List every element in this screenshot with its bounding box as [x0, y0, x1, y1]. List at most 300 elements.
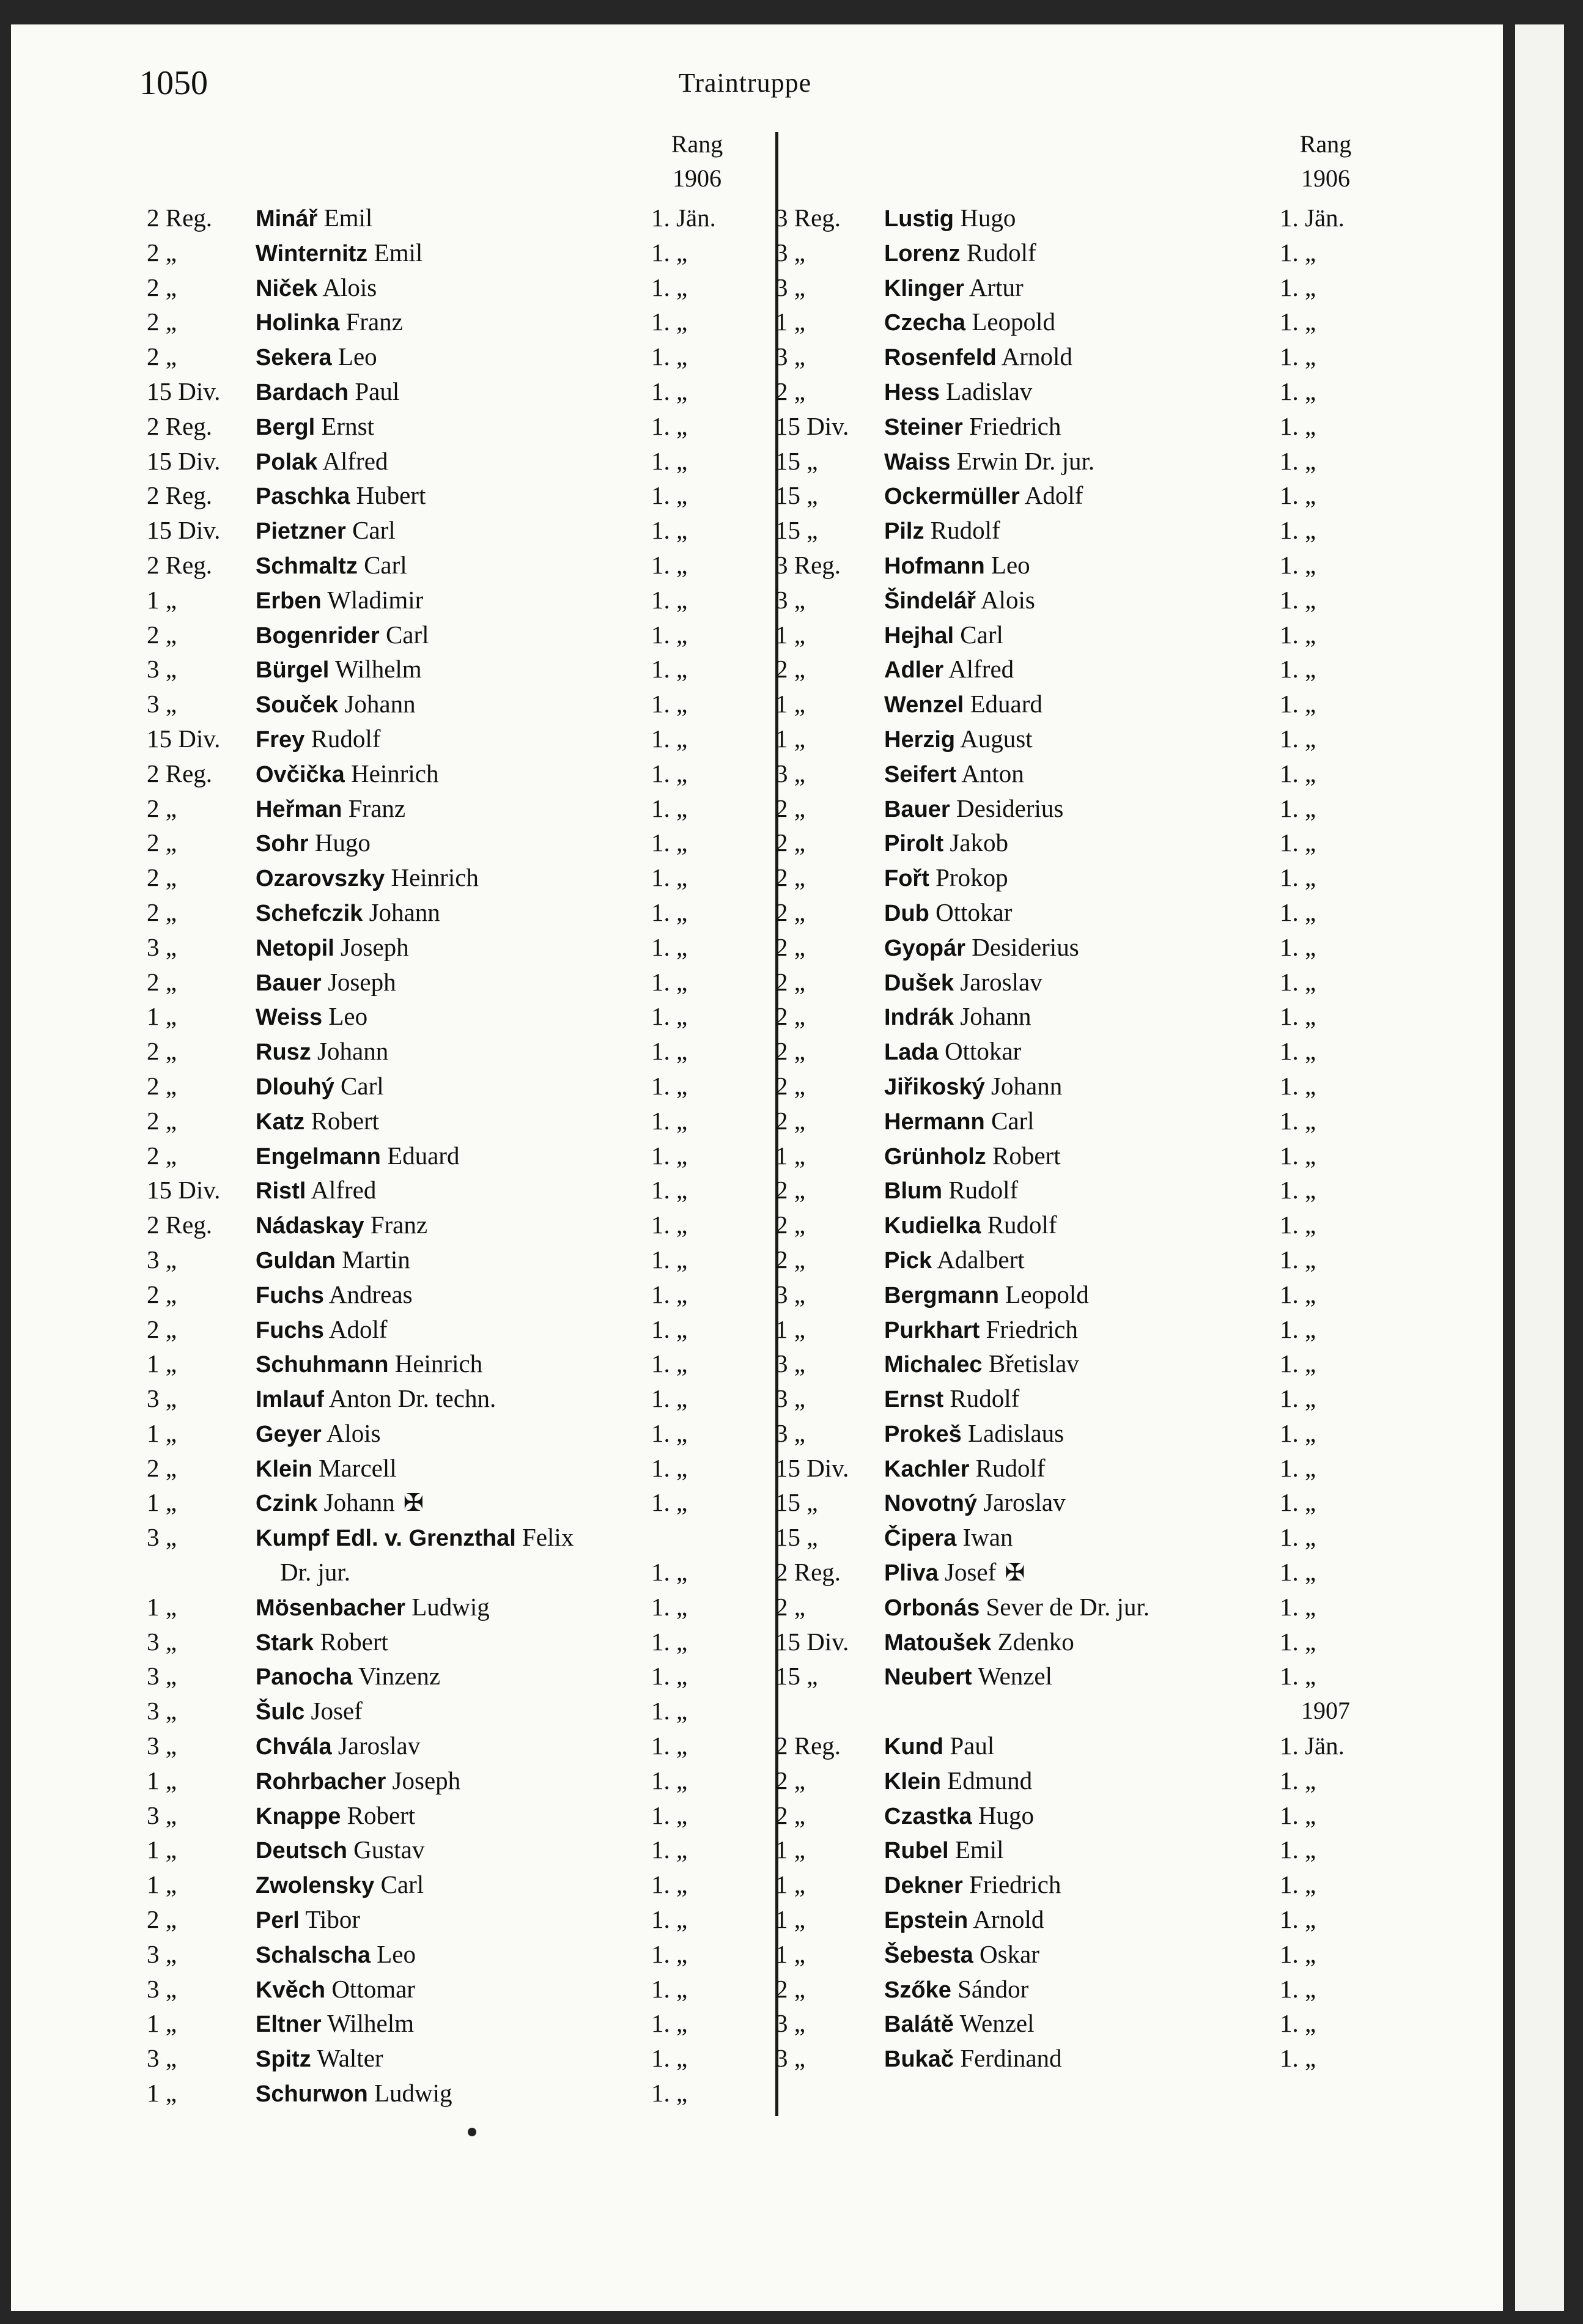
roster-row — [775, 1069, 1387, 1104]
name-cell — [884, 1208, 1057, 1244]
surname: Klein — [256, 1456, 312, 1482]
roster-row — [775, 1832, 1387, 1867]
unit-cell: 2 „ — [775, 967, 805, 996]
given-name: Robert — [311, 1106, 380, 1135]
name-cell — [256, 860, 479, 896]
roster-row — [147, 860, 758, 895]
name-cell — [256, 825, 371, 861]
name-cell — [256, 374, 399, 410]
name-cell — [884, 444, 1094, 480]
unit-cell: 3 „ — [147, 932, 177, 961]
rank-date-cell: 1. „ — [651, 238, 688, 267]
surname: Schuhmann — [256, 1352, 389, 1378]
given-name: Wenzel — [978, 1662, 1052, 1691]
roster-row — [775, 687, 1387, 721]
roster-row — [775, 1625, 1387, 1659]
unit-cell: 2 „ — [775, 794, 805, 822]
name-cell — [884, 2041, 1062, 2077]
given-name: Franz — [370, 1211, 428, 1239]
rank-date-cell: 1. „ — [651, 1627, 688, 1656]
given-name: Leo — [377, 1939, 416, 1968]
roster-row — [775, 1242, 1387, 1277]
given-name: Josef — [311, 1697, 363, 1725]
name-cell — [884, 1832, 1004, 1868]
unit-cell: 3 Reg. — [775, 204, 841, 232]
surname: Deutsch — [256, 1838, 347, 1864]
roster-row — [147, 2006, 758, 2041]
surname: Souček — [256, 692, 339, 718]
rank-date-cell: 1. „ — [1280, 620, 1316, 649]
name-cell — [256, 270, 377, 306]
roster-row — [775, 791, 1387, 826]
roster-row — [775, 1346, 1387, 1381]
name-cell — [256, 721, 380, 758]
rank-date-cell: 1. „ — [651, 1037, 688, 1066]
roster-row — [775, 235, 1387, 270]
given-name: Carl — [380, 1870, 424, 1899]
roster-row — [147, 895, 758, 930]
cross-icon: ✠ — [403, 1489, 424, 1518]
unit-cell: 2 Reg. — [147, 759, 213, 788]
name-cell — [256, 756, 439, 792]
rank-date-cell: 1. „ — [1280, 1523, 1316, 1552]
name-cell — [256, 1590, 490, 1626]
roster-row — [147, 270, 758, 305]
unit-cell: 3 „ — [775, 585, 805, 614]
unit-cell: 15 Div. — [147, 446, 221, 475]
roster-row — [147, 1659, 758, 1694]
rank-date-cell: 1. „ — [651, 1384, 688, 1413]
rank-date-cell: 1. „ — [1280, 1662, 1316, 1691]
given-name: Paul — [950, 1732, 995, 1760]
given-name: Sándor — [958, 1974, 1029, 2003]
surname: Pliva — [884, 1560, 939, 1587]
given-name: Edmund — [947, 1766, 1033, 1795]
roster-row — [775, 1590, 1387, 1625]
name-cell — [884, 965, 1042, 1001]
name-cell — [256, 201, 372, 237]
unit-cell: 3 „ — [775, 238, 805, 267]
roster-row — [147, 1798, 758, 1833]
surname: Katz — [256, 1109, 305, 1135]
rank-date-cell: 1. „ — [651, 585, 688, 614]
roster-row — [775, 965, 1387, 1000]
rank-date-cell: 1. „ — [651, 308, 688, 336]
rank-date-cell: 1. „ — [1280, 342, 1316, 371]
year-subheader — [775, 1694, 1387, 1728]
rank-date-cell: 1. „ — [1280, 1627, 1316, 1656]
given-name: Desiderius — [972, 932, 1079, 961]
rank-date-cell: 1. „ — [651, 1002, 688, 1031]
given-name: Iwan — [962, 1523, 1013, 1552]
given-name: Johann — [369, 898, 440, 926]
unit-cell: 1 „ — [147, 1766, 177, 1795]
unit-cell: 3 „ — [147, 1627, 177, 1656]
roster-row — [775, 1555, 1387, 1590]
rank-date-cell: 1. „ — [1280, 1558, 1316, 1587]
name-cell — [256, 235, 423, 271]
roster-row — [147, 548, 758, 583]
given-name: Emil — [954, 1835, 1004, 1864]
roster-row — [775, 1937, 1387, 1972]
unit-cell: 2 „ — [147, 342, 177, 371]
given-name: Alfred — [948, 655, 1014, 684]
roster-row — [775, 1381, 1387, 1416]
roster-row — [147, 2076, 758, 2111]
surname: Guldan — [256, 1247, 336, 1274]
given-name: Prokop — [935, 863, 1008, 892]
rank-date-cell: 1. „ — [651, 1732, 688, 1760]
given-name: Leo — [328, 1002, 368, 1031]
unit-cell: 1 „ — [147, 1002, 177, 1031]
name-cell — [256, 652, 422, 688]
rank-date-cell: 1. „ — [651, 377, 688, 405]
name-cell — [884, 895, 1012, 931]
rank-date-cell: 1. „ — [651, 1453, 688, 1482]
given-name: Carl — [991, 1106, 1035, 1135]
unit-cell: 3 „ — [147, 1523, 177, 1552]
surname: Herzig — [884, 726, 956, 753]
surname: Mösenbacher — [256, 1595, 405, 1621]
roster-row — [775, 1034, 1387, 1069]
surname: Pietzner — [256, 518, 346, 545]
given-name: Adalbert — [937, 1245, 1025, 1274]
surname: Sekera — [256, 345, 332, 371]
name-cell — [884, 791, 1063, 827]
surname: Rohrbacher — [256, 1768, 386, 1795]
rank-date-cell: 1. „ — [651, 1974, 688, 2003]
surname: Fořt — [884, 866, 929, 892]
rank-date-cell: 1. Jän. — [651, 204, 716, 232]
surname: Perl — [256, 1908, 300, 1934]
given-name: Wilhelm — [327, 2009, 415, 2038]
roster-row — [775, 930, 1387, 965]
name-cell — [256, 1104, 379, 1140]
roster-row — [775, 721, 1387, 756]
surname: Engelmann — [256, 1143, 381, 1170]
roster-row — [775, 1659, 1387, 1694]
unit-cell: 2 „ — [775, 1106, 805, 1135]
unit-cell: 2 „ — [775, 1211, 805, 1239]
rank-date-cell: 1. „ — [1280, 377, 1316, 405]
surname: Lustig — [884, 206, 954, 232]
given-name: Joseph — [327, 967, 396, 996]
given-name: Rudolf — [930, 516, 1000, 545]
unit-cell: 3 „ — [147, 1245, 177, 1274]
unit-cell: 3 „ — [147, 2044, 177, 2073]
given-name: Paul — [355, 377, 400, 405]
surname: Sohr — [256, 831, 309, 857]
rank-date-cell: 1. „ — [651, 1418, 688, 1447]
unit-cell: 1 „ — [147, 1592, 177, 1621]
roster-row — [775, 756, 1387, 791]
adjacent-page-edge — [1515, 24, 1564, 2311]
rank-date-cell: 1. „ — [651, 1245, 688, 1274]
unit-cell: 2 Reg. — [775, 1732, 841, 1760]
surname: Bergl — [256, 414, 315, 440]
unit-cell: 1 „ — [147, 1418, 177, 1447]
surname: Weiss — [256, 1005, 323, 1031]
given-name: Franz — [345, 308, 403, 336]
unit-cell: 2 „ — [775, 377, 805, 405]
surname: Fuchs — [256, 1282, 324, 1308]
surname: Adler — [884, 657, 944, 684]
name-cell — [256, 1867, 424, 1903]
unit-cell: 2 „ — [775, 1801, 805, 1829]
unit-cell: 2 „ — [147, 238, 177, 267]
rank-date-cell: 1. „ — [651, 1349, 688, 1378]
given-name: Rudolf — [987, 1211, 1057, 1239]
surname: Ovčička — [256, 761, 345, 788]
rank-date-cell: 1. „ — [651, 759, 688, 788]
rank-date-cell: 1. „ — [1280, 1245, 1316, 1274]
rank-date-cell: 1. „ — [1280, 1801, 1316, 1829]
roster-row — [147, 1763, 758, 1798]
rank-date-cell: 1. „ — [1280, 863, 1316, 892]
rank-date-cell: 1. „ — [651, 1870, 688, 1899]
surname: Erben — [256, 588, 322, 614]
surname: Winternitz — [256, 240, 368, 267]
name-cell — [256, 1034, 388, 1070]
given-name: Eduard — [970, 690, 1042, 718]
name-cell — [256, 930, 409, 966]
name-cell — [884, 1798, 1034, 1834]
name-cell — [256, 1312, 388, 1348]
given-name: Johann — [960, 1002, 1031, 1031]
given-name: Rudolf — [950, 1384, 1020, 1413]
name-cell — [256, 999, 367, 1035]
unit-cell: 3 Reg. — [775, 550, 841, 579]
surname: Zwolensky — [256, 1873, 375, 1899]
surname: Schalscha — [256, 1942, 371, 1968]
rank-date-cell: 1. „ — [1280, 724, 1316, 753]
name-cell — [256, 1346, 482, 1382]
unit-cell: 2 „ — [775, 932, 805, 961]
roster-row — [147, 618, 758, 652]
name-cell — [884, 548, 1030, 584]
roster-row — [775, 895, 1387, 930]
name-cell — [884, 583, 1035, 619]
rank-date-cell: 1. „ — [1280, 1176, 1316, 1204]
unit-cell: 1 „ — [775, 1141, 805, 1170]
rank-date-cell: 1. „ — [1280, 550, 1316, 579]
roster-row — [147, 235, 758, 270]
surname: Czastka — [884, 1803, 972, 1829]
given-name: Marcell — [319, 1453, 397, 1482]
surname: Kumpf Edl. v. Grenzthal — [256, 1525, 516, 1552]
surname: Bauer — [256, 970, 322, 996]
unit-cell: 1 „ — [775, 1835, 805, 1864]
roster-row — [147, 1555, 758, 1590]
rank-date-cell: 1. „ — [651, 1905, 688, 1934]
left-roster — [147, 201, 758, 2111]
roster-row — [775, 374, 1387, 409]
surname: Lorenz — [884, 240, 961, 267]
roster-row — [775, 860, 1387, 895]
rank-date-cell: 1. „ — [651, 1939, 688, 1968]
name-cell — [884, 1728, 994, 1765]
surname: Šebesta — [884, 1942, 973, 1968]
surname: Pilz — [884, 518, 924, 545]
given-name: Joseph — [341, 932, 409, 961]
name-cell — [256, 409, 374, 445]
name-cell — [884, 1659, 1052, 1695]
unit-cell: 1 „ — [775, 724, 805, 753]
surname: Dub — [884, 900, 929, 926]
given-name: Jaroslav — [983, 1488, 1066, 1517]
rank-date-cell: 1. „ — [651, 1801, 688, 1829]
rank-date-cell: 1. „ — [1280, 655, 1316, 684]
name-cell — [256, 444, 388, 480]
unit-cell: 3 „ — [147, 1974, 177, 2003]
given-name: Jaroslav — [338, 1732, 421, 1760]
roster-row — [775, 1173, 1387, 1208]
surname: Kund — [884, 1734, 944, 1760]
name-cell — [256, 1416, 381, 1452]
given-name: Hubert — [356, 481, 426, 510]
surname: Spitz — [256, 2046, 311, 2073]
surname: Bauer — [884, 796, 950, 822]
given-name: Carl — [341, 1071, 384, 1100]
unit-cell: 15 „ — [775, 1662, 818, 1691]
roster-row — [775, 1763, 1387, 1798]
given-name: Ernst — [321, 411, 374, 440]
roster-row — [147, 687, 758, 721]
roster-row — [775, 409, 1387, 444]
given-name: Hugo — [960, 204, 1016, 232]
roster-row — [147, 1381, 758, 1416]
roster-row — [775, 583, 1387, 618]
unit-cell: 2 „ — [147, 620, 177, 649]
rank-date-cell: 1. „ — [1280, 1835, 1316, 1864]
rank-date-cell: 1. „ — [1280, 898, 1316, 926]
name-cell — [884, 999, 1031, 1035]
name-cell — [884, 235, 1036, 271]
rank-date-cell: 1. „ — [1280, 828, 1316, 857]
surname: Rubel — [884, 1838, 949, 1864]
rank-date-cell: 1. „ — [1280, 1870, 1316, 1899]
given-name: Franz — [348, 794, 406, 822]
unit-cell: 2 „ — [147, 863, 177, 892]
unit-cell: 1 „ — [775, 1905, 805, 1934]
roster-row — [775, 304, 1387, 339]
unit-cell: 15 „ — [775, 481, 818, 510]
rang-year: 1906 — [1301, 164, 1350, 192]
given-name: Alfred — [311, 1176, 377, 1204]
rank-date-cell: 1. „ — [1280, 1974, 1316, 2003]
rank-date-cell: 1. „ — [1280, 1453, 1316, 1482]
roster-row — [147, 201, 758, 235]
surname: Schurwon — [256, 2081, 368, 2108]
given-name: Jakob — [950, 828, 1009, 857]
name-cell — [884, 1104, 1035, 1140]
name-cell — [884, 409, 1061, 445]
unit-cell: 2 „ — [147, 1141, 177, 1170]
name-cell — [256, 1763, 460, 1799]
name-cell — [256, 478, 426, 514]
name-cell — [256, 513, 396, 549]
surname: Šindelář — [884, 588, 976, 614]
surname: Ozarovszky — [256, 866, 385, 892]
roster-row — [775, 652, 1387, 687]
given-name: Zdenko — [997, 1627, 1074, 1656]
unit-cell: 2 Reg. — [775, 1558, 841, 1587]
given-name: Josef — [944, 1558, 997, 1587]
unit-cell: 1 „ — [147, 1870, 177, 1899]
rank-date-cell: 1. „ — [1280, 1002, 1316, 1031]
given-name: Ferdinand — [960, 2044, 1062, 2073]
given-name: Johann — [317, 1037, 389, 1066]
given-name: Hugo — [314, 828, 371, 857]
name-cell — [256, 965, 396, 1001]
unit-cell: 15 Div. — [775, 1453, 849, 1482]
unit-cell: 3 „ — [775, 273, 805, 301]
unit-cell: 15 „ — [775, 1488, 818, 1517]
name-cell — [884, 860, 1008, 896]
unit-cell: 3 „ — [147, 1662, 177, 1691]
given-name: Gustav — [353, 1835, 425, 1864]
given-name: August — [960, 724, 1033, 753]
name-cell — [280, 1555, 350, 1590]
unit-cell: 2 „ — [147, 273, 177, 301]
surname: Chvála — [256, 1734, 332, 1760]
rank-date-cell: 1. „ — [1280, 2009, 1316, 2038]
unit-cell: 15 „ — [775, 516, 818, 545]
roster-row — [775, 1972, 1387, 2007]
roster-row — [775, 1104, 1387, 1138]
rank-date-cell: 1. „ — [651, 932, 688, 961]
rank-date-cell: 1. „ — [651, 655, 688, 684]
given-name: Anton — [961, 759, 1024, 788]
rank-date-cell: 1. „ — [651, 1662, 688, 1691]
unit-cell: 15 Div. — [147, 377, 221, 405]
rank-date-cell: 1. „ — [1280, 1037, 1316, 1066]
rank-date-cell: 1. „ — [651, 273, 688, 301]
roster-row — [775, 2006, 1387, 2041]
name-cell — [884, 1138, 1061, 1175]
unit-cell: 2 „ — [147, 794, 177, 822]
rang-label: Rang — [671, 130, 723, 158]
roster-row — [147, 2041, 758, 2076]
name-cell — [256, 791, 405, 827]
unit-cell: 2 „ — [775, 1071, 805, 1100]
rank-date-cell: 1. „ — [651, 2009, 688, 2038]
roster-row — [775, 1520, 1387, 1555]
unit-cell: 2 Reg. — [147, 204, 213, 232]
name-cell — [256, 1625, 388, 1661]
surname: Kudielka — [884, 1213, 981, 1239]
name-cell — [884, 201, 1016, 237]
given-name: Rudolf — [975, 1453, 1046, 1482]
surname: Hofmann — [884, 553, 985, 579]
given-name: Ottokar — [944, 1037, 1022, 1066]
unit-cell: 15 Div. — [147, 516, 221, 545]
given-name: Erwin Dr. jur. — [956, 446, 1095, 475]
surname: Klein — [884, 1768, 941, 1795]
surname: Schmaltz — [256, 553, 358, 579]
rank-date-cell: 1. „ — [651, 1106, 688, 1135]
rank-date-cell: 1. „ — [651, 2044, 688, 2073]
roster-row — [147, 1104, 758, 1138]
unit-cell: 2 „ — [147, 1905, 177, 1934]
name-cell — [884, 1937, 1039, 1973]
surname: Niček — [256, 275, 318, 301]
name-cell — [884, 513, 1000, 549]
roster-row — [147, 965, 758, 1000]
surname: Novotný — [884, 1491, 977, 1517]
surname: Waiss — [884, 449, 951, 475]
rank-date-cell: 1. „ — [651, 1558, 688, 1587]
